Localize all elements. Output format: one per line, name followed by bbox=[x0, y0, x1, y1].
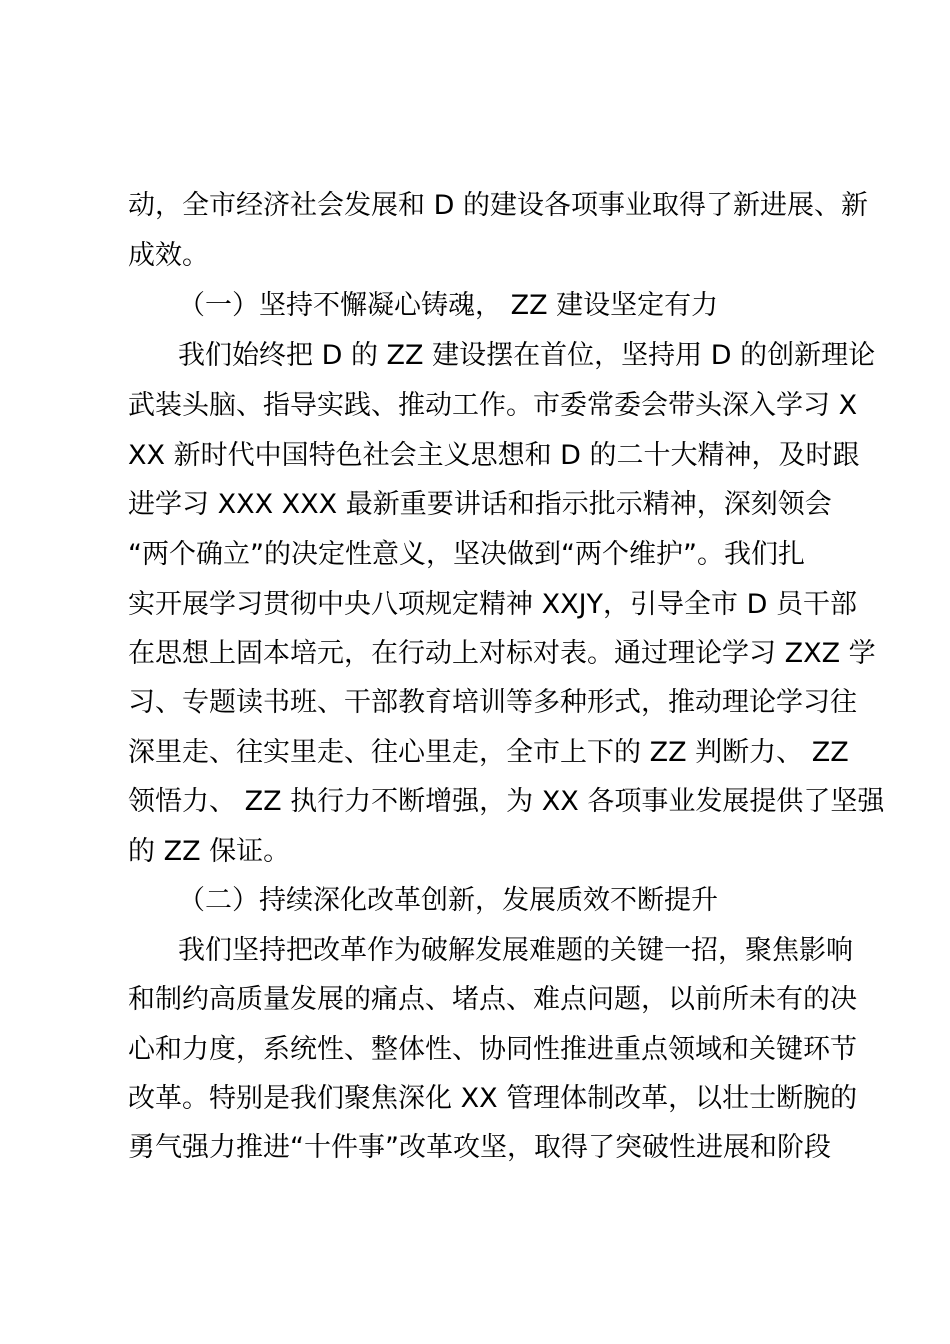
text-line-12: 深里走、往实里走、往心里走，全市上下的 ZZ 判断力、 ZZ bbox=[128, 737, 849, 768]
text-line-4: 我们始终把 D 的 ZZ 建设摆在首位，坚持用 D 的创新理论 bbox=[178, 340, 876, 371]
section-heading-1: （一）坚持不懈凝心铸魂， ZZ 建设坚定有力 bbox=[178, 290, 719, 321]
text-line-7: 进学习 XXX XXX 最新重要讲话和指示批示精神，深刻领会 bbox=[128, 489, 832, 520]
text-line-13: 领悟力、 ZZ 执行力不断增强，为 XX 各项事业发展提供了坚强 bbox=[128, 786, 885, 817]
text-line-1: 动，全市经济社会发展和 D 的建设各项事业取得了新进展、新 bbox=[128, 190, 868, 221]
text-line-9: 实开展学习贯彻中央八项规定精神 XXJY，引导全市 D 员干部 bbox=[128, 589, 857, 620]
text-line-17: 和制约高质量发展的痛点、堵点、难点问题，以前所未有的决 bbox=[128, 984, 857, 1015]
text-line-19: 改革。特别是我们聚焦深化 XX 管理体制改革，以壮士断腕的 bbox=[128, 1083, 858, 1114]
text-line-6: XX 新时代中国特色社会主义思想和 D 的二十大精神，及时跟 bbox=[128, 440, 860, 471]
text-line-2: 成效。 bbox=[128, 240, 209, 271]
text-line-10: 在思想上固本培元，在行动上对标对表。通过理论学习 ZXZ 学 bbox=[128, 638, 876, 669]
text-line-8: “两个确立”的决定性意义，坚决做到“两个维护”。我们扎 bbox=[128, 539, 805, 570]
text-line-5: 武装头脑、指导实践、推动工作。市委常委会带头深入学习 X bbox=[128, 390, 858, 421]
text-line-16: 我们坚持把改革作为破解发展难题的关键一招，聚焦影响 bbox=[178, 935, 853, 966]
text-line-20: 勇气强力推进“十件事”改革攻坚，取得了突破性进展和阶段 bbox=[128, 1132, 831, 1163]
section-heading-2: （二）持续深化改革创新，发展质效不断提升 bbox=[178, 885, 718, 916]
text-line-18: 心和力度，系统性、整体性、协同性推进重点领域和关键环节 bbox=[128, 1034, 857, 1065]
text-line-14: 的 ZZ 保证。 bbox=[128, 836, 291, 867]
text-line-11: 习、专题读书班、干部教育培训等多种形式，推动理论学习往 bbox=[128, 687, 857, 718]
